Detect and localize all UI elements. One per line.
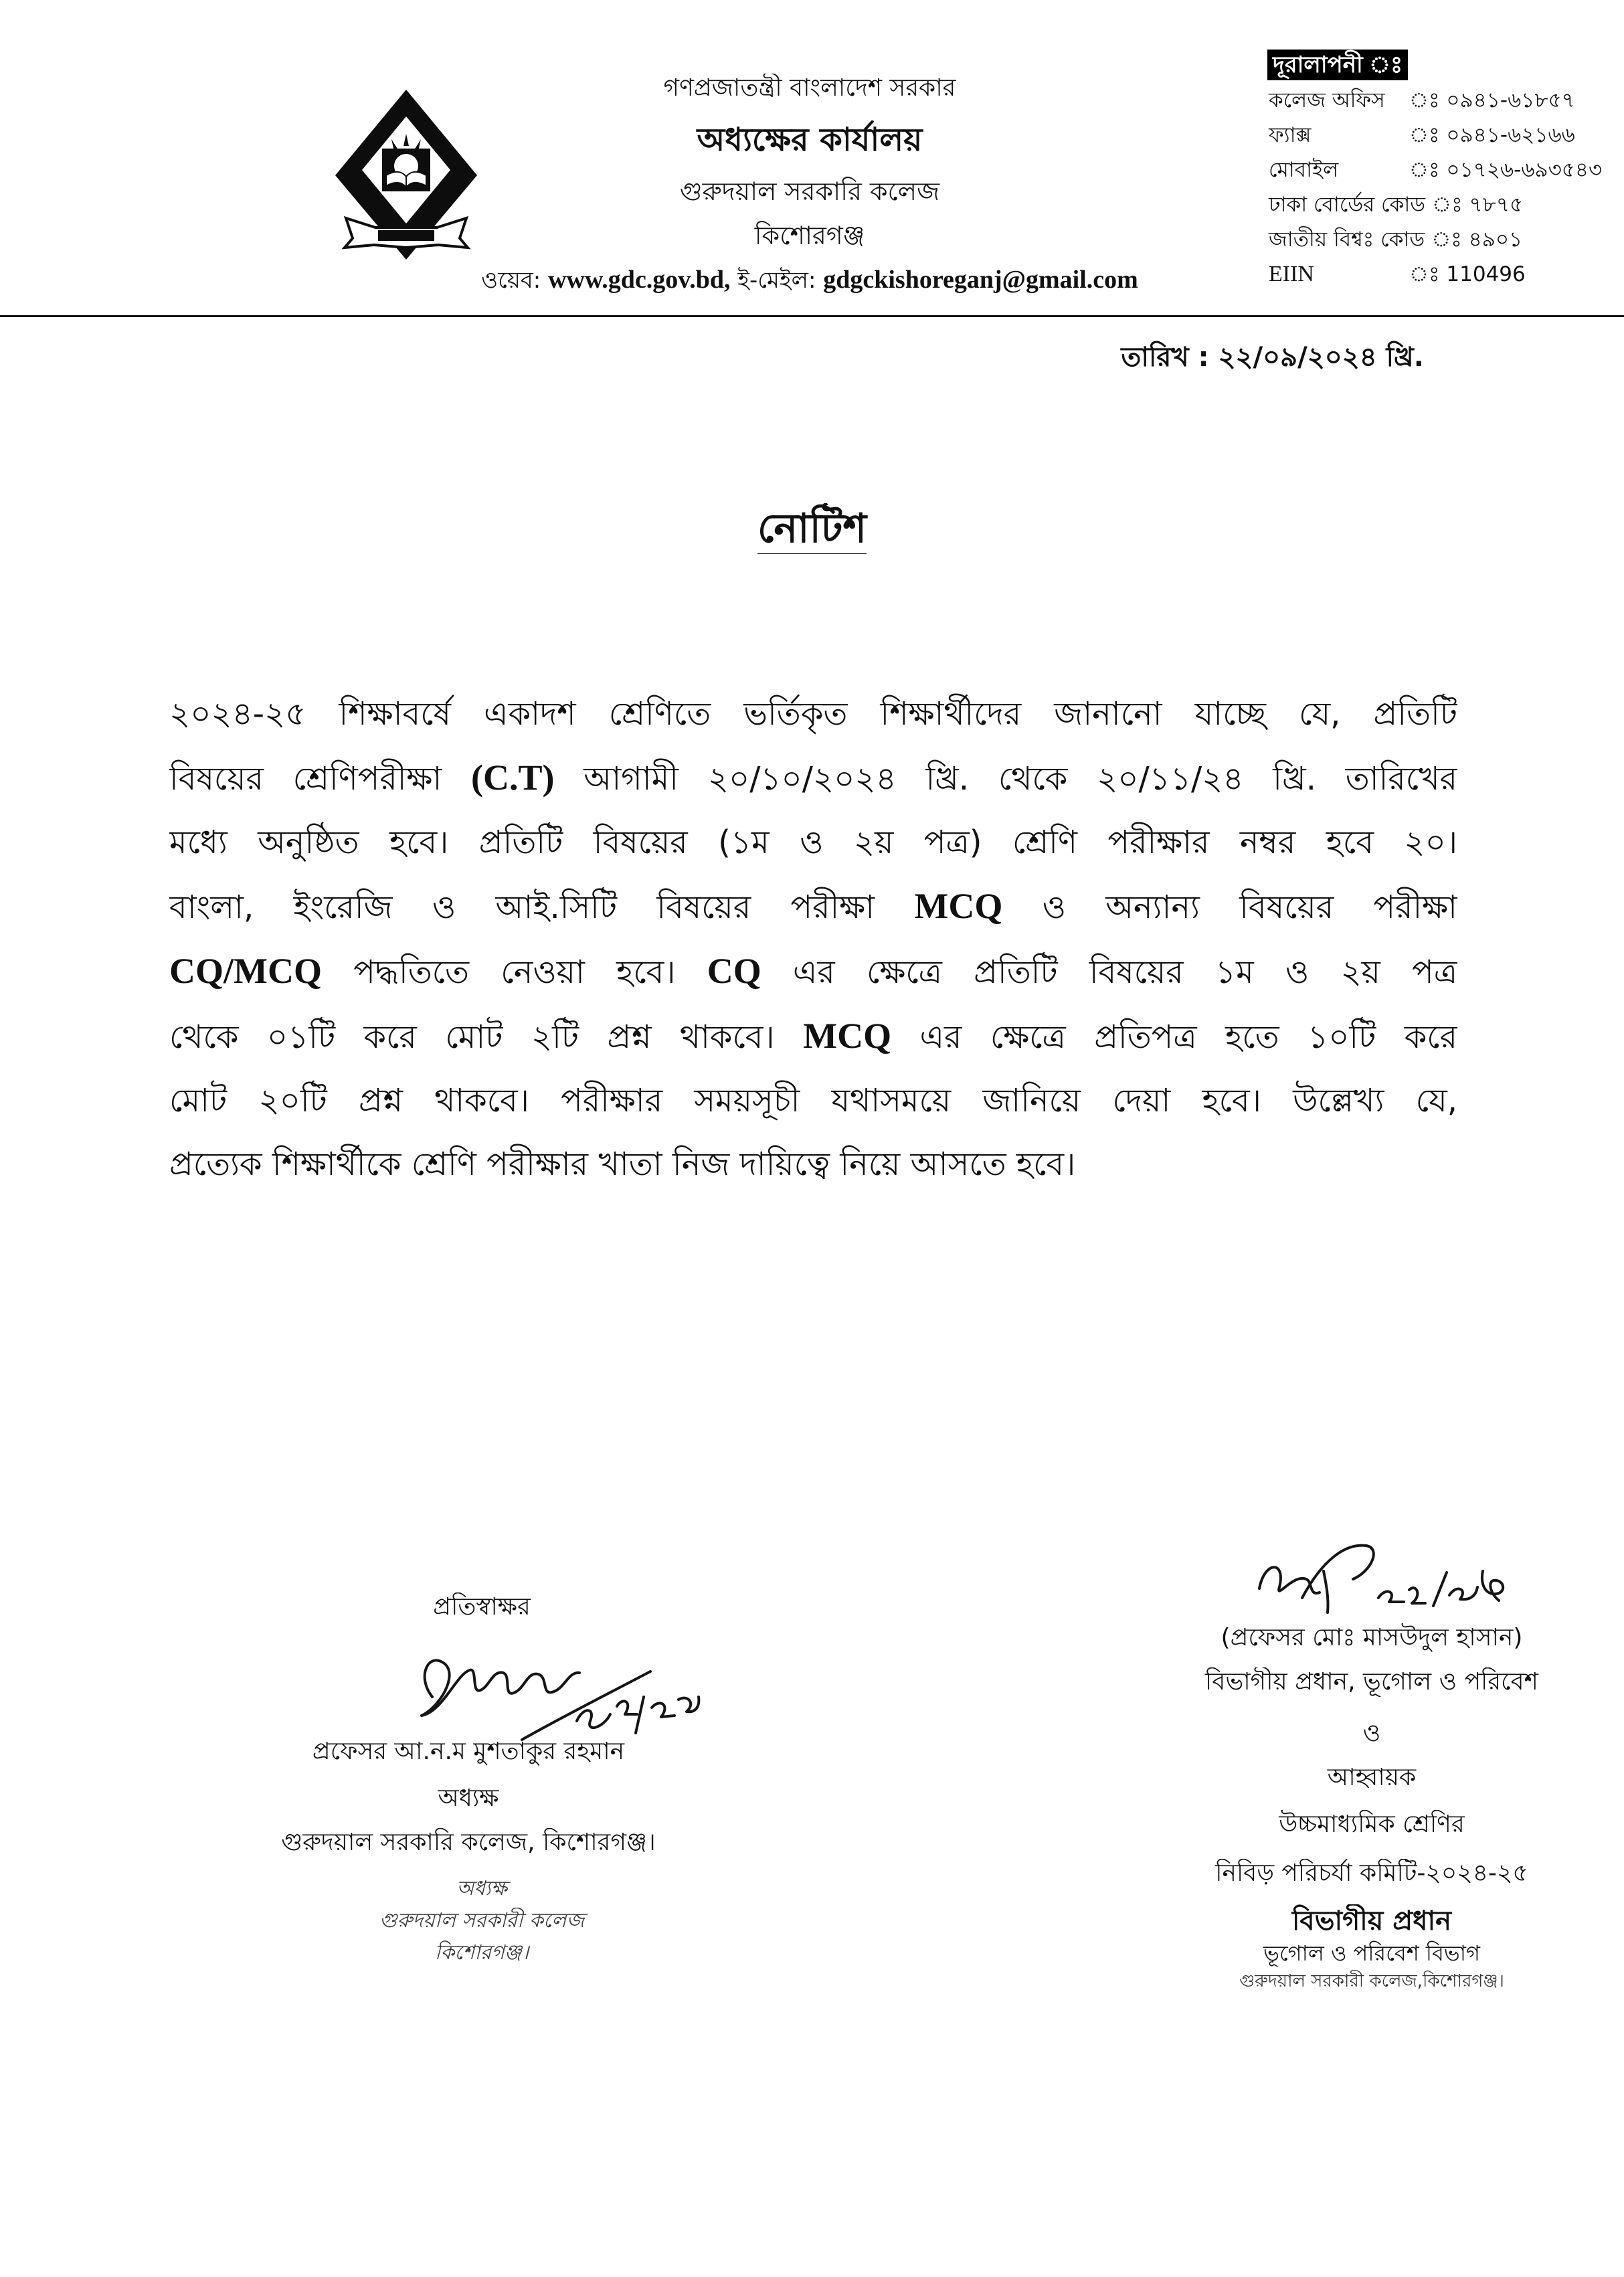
contact-value: ঃ ০১৭২৬-৬৯৩৫৪৩ (1409, 158, 1603, 182)
body-bold-text: CQ/MCQ (169, 951, 322, 991)
contact-row (1265, 86, 1613, 115)
district-name: কিশোরগঞ্জ (754, 221, 865, 250)
body-line (169, 746, 1457, 811)
contacts-block (1265, 50, 1613, 324)
body-text: বিষয়ের শ্রেণিপরীক্ষা (169, 760, 472, 798)
contact-value: ঃ ৭৮৭৫ (1432, 193, 1524, 217)
principal-designation: অধ্যক্ষ (438, 1785, 499, 1812)
contact-value: ঃ ০৯৪১-৬১৮৫৭ (1409, 88, 1575, 112)
contact-label: ঢাকা বোর্ডের কোড (1269, 193, 1426, 217)
notice-title (0, 503, 1624, 554)
contact-value: ঃ 110496 (1409, 262, 1526, 286)
body-line (169, 811, 1457, 875)
principal-stamp-line: অধ্যক্ষ (456, 1877, 507, 1900)
body-text: ২০২৪-২৫ শিক্ষাবর্ষে একাদশ শ্রেণিতে ভর্তিকৃত শিক্ষার্থীদের জানানো যাচ্ছে যে, প্রতিটি (169, 695, 1457, 733)
contact-row (1265, 155, 1613, 185)
college-name: গুরুদয়াল সরকারি কলেজ (679, 177, 940, 206)
convener-title-line: বিভাগীয় প্রধান, ভূগোল ও পরিবেশ (1205, 1668, 1538, 1696)
body-text: আগামী ২০/১০/২০২৪ খ্রি. থেকে ২০/১১/২৪ খ্রি. তারিখের (554, 760, 1457, 798)
principal-stamp-line: কিশোরগঞ্জ। (434, 1941, 529, 1965)
contact-label: ফ্যাক্স (1269, 123, 1312, 147)
contact-row (1265, 260, 1613, 289)
contact-label: EIIN (1269, 262, 1314, 286)
notice-body (169, 682, 1457, 1218)
signature-icon (401, 1633, 709, 1753)
body-text: এর ক্ষেত্রে প্রতিটি বিষয়ের ১ম ও ২য় পত্র (761, 953, 1457, 991)
convener-title-line: ও (1362, 1720, 1381, 1747)
body-bold-text: MCQ (803, 1016, 892, 1056)
convener-signature (1245, 1531, 1539, 1625)
web-email-line (401, 263, 1218, 297)
department-stamp-line: বিভাগীয় প্রধান (1291, 1906, 1451, 1936)
body-text: মোট ২০টি প্রশ্ন থাকবে। পরীক্ষার সময়সূচী যথাসময়ে জানিয়ে দেয়া হবে। উল্লেখ্য যে, (169, 1082, 1457, 1119)
contact-label: কলেজ অফিস (1269, 88, 1385, 112)
signature-icon (1245, 1531, 1539, 1625)
government-line: গণপ্রজাতন্ত্রী বাংলাদেশ সরকার (663, 74, 956, 102)
body-line (169, 875, 1457, 939)
body-line (169, 1069, 1457, 1133)
body-bold-text: MCQ (914, 886, 1003, 926)
email-address: gdgckishoreganj@gmail.com (823, 266, 1138, 294)
email-label: ই-মেইল: (737, 267, 816, 294)
body-bold-text: (C.T) (471, 757, 555, 798)
body-text: থেকে ০১টি করে মোট ২টি প্রশ্ন থাকবে। (169, 1018, 804, 1056)
body-bold-text: CQ (707, 951, 761, 991)
notice-title-text: নোটিশ (757, 505, 867, 554)
principal-name: প্রফেসর আ.ন.ম মুশতাকুর রহমান (312, 1738, 625, 1765)
body-text: ও অন্যান্য বিষয়ের পরীক্ষা (1002, 889, 1457, 926)
principal-stamp-line: গুরুদয়াল সরকারী কলেজ (379, 1909, 585, 1932)
contact-row (1265, 225, 1613, 254)
body-line (169, 939, 1457, 1004)
body-text: প্রত্যেক শিক্ষার্থীকে শ্রেণি পরীক্ষার খাতা নিজ দায়িত্বে নিয়ে আসতে হবে। (169, 1146, 1076, 1183)
body-line (169, 1133, 1457, 1196)
contact-value: ঃ ০৯৪১-৬২১৬৬ (1409, 123, 1575, 147)
contact-row (1265, 190, 1613, 219)
principal-signature (401, 1633, 709, 1753)
header-divider (0, 315, 1624, 317)
contact-row (1265, 120, 1613, 150)
convener-title-line: নিবিড় পরিচর্যা কমিটি-২০২৪-২৫ (1215, 1859, 1528, 1887)
body-line (169, 1004, 1457, 1069)
convener-name: (প্রফেসর মোঃ মাসউদুল হাসান) (1221, 1624, 1523, 1651)
body-line (169, 682, 1457, 746)
body-text: বাংলা, ইংরেজি ও আই.সিটি বিষয়ের পরীক্ষা (169, 889, 915, 926)
department-stamp-line: ভূগোল ও পরিবেশ বিভাগ (1263, 1940, 1480, 1966)
contact-label: জাতীয় বিশ্বঃ কোড (1269, 227, 1425, 252)
contacts-title: দূরালাপনী ঃ (1267, 50, 1408, 80)
contact-value: ঃ ৪৯০১ (1431, 227, 1523, 252)
web-label: ওয়েব: (481, 267, 541, 294)
convener-title-line: আহ্বায়ক (1327, 1764, 1417, 1791)
principal-institution: গুরুদয়াল সরকারি কলেজ, কিশোরগঞ্জ। (281, 1829, 656, 1856)
convener-title-line: উচ্চমাধ্যমিক শ্রেণির (1279, 1811, 1465, 1838)
office-title: অধ্যক্ষের কার্যালয় (697, 121, 923, 159)
notice-date: তারিখ : ২২/০৯/২০২৪ খ্রি. (1121, 342, 1424, 373)
contact-label: মোবাইল (1269, 158, 1339, 182)
department-stamp-line: গুরুদয়াল সরকারী কলেজ,কিশোরগঞ্জ। (1239, 1971, 1504, 1991)
website: www.gdc.gov.bd, (548, 266, 731, 294)
body-text: এর ক্ষেত্রে প্রতিপত্র হতে ১০টি করে (891, 1018, 1457, 1056)
countersign-label: প্রতিস্বাক্ষর (433, 1593, 531, 1621)
body-text: মধ্যে অনুষ্ঠিত হবে। প্রতিটি বিষয়ের (১ম ও ২য় পত্র) শ্রেণি পরীক্ষার নম্বর হবে ২০। (169, 824, 1457, 861)
body-text: পদ্ধতিতে নেওয়া হবে। (321, 953, 707, 991)
